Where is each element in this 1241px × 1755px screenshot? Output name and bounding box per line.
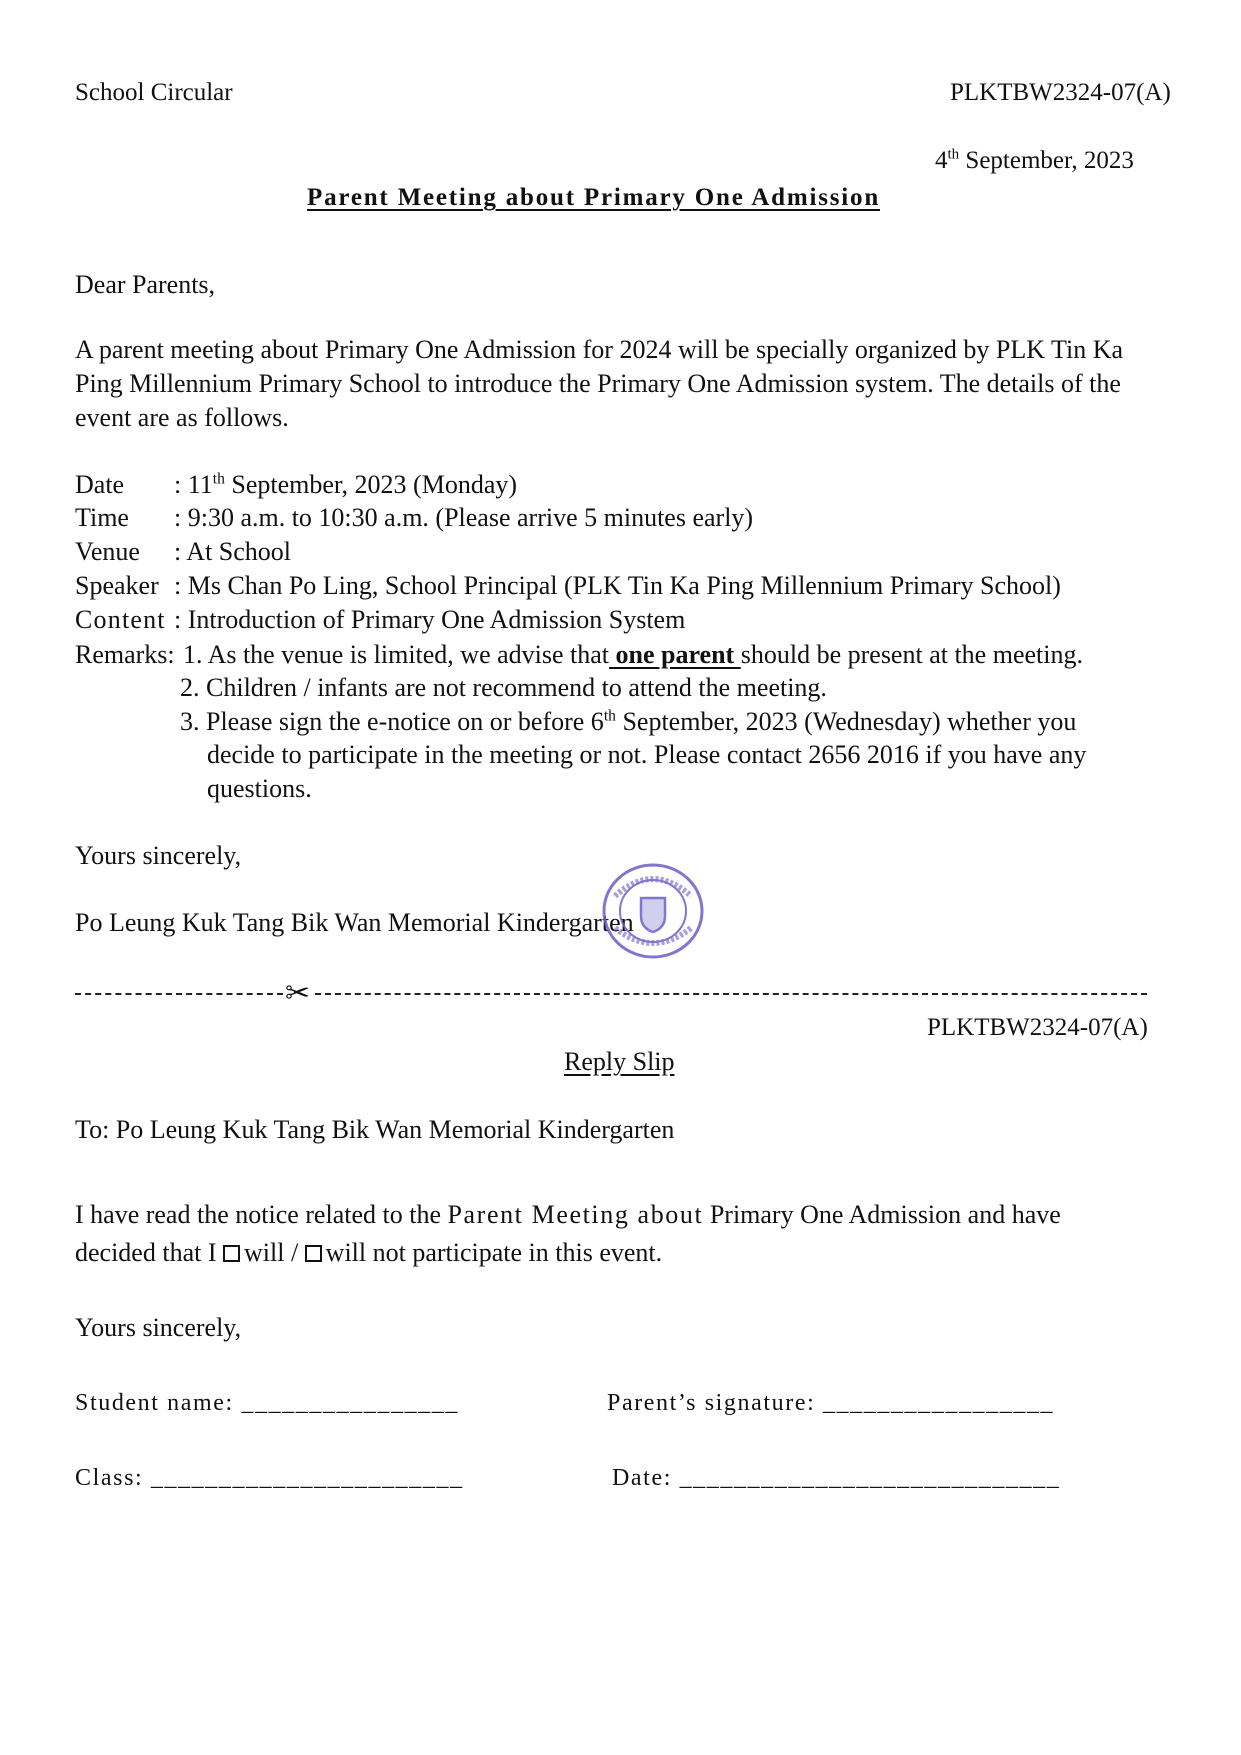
reply-statement-line-1: I have read the notice related to the Parent Meeting about Primary One Admission and have: [75, 1200, 1061, 1229]
cut-line-dash-right: [315, 993, 1147, 995]
circular-label: School Circular: [75, 79, 233, 106]
will-not-option-label: will not participate in this event.: [325, 1238, 663, 1267]
intro-line-3: event are as follows.: [75, 403, 289, 432]
remarks-label: Remarks:: [75, 640, 175, 669]
reply-closing: Yours sincerely,: [75, 1313, 242, 1342]
greeting: Dear Parents,: [75, 270, 216, 299]
reply-recipient: To: Po Leung Kuk Tang Bik Wan Memorial Kindergarten: [75, 1115, 675, 1144]
content-value: : Introduction of Primary One Admission System: [174, 605, 686, 634]
reply-statement-line-2: decided that I will / will not participate in this event.: [75, 1238, 663, 1267]
parent-signature-field[interactable]: Parent’s signature: _________________: [607, 1390, 1055, 1416]
school-seal-stamp-icon: [601, 862, 705, 960]
date-label: Date: [75, 470, 125, 499]
speaker-value: : Ms Chan Po Ling, School Principal (PLK Tin Ka Ping Millennium Primary School): [174, 571, 1061, 600]
reference-code: PLKTBW2324-07(A): [950, 79, 1171, 106]
content-label: Content: [75, 605, 166, 634]
remark-1: 1. As the venue is limited, we advise that one parent should be present at the meeting.: [183, 640, 1083, 669]
remark-3-line-2: decide to participate in the meeting or not. Please contact 2656 2016 if you have any: [207, 740, 1087, 769]
will-checkbox[interactable]: [223, 1245, 240, 1262]
remark-2: 2. Children / infants are not recommend to attend the meeting.: [180, 673, 827, 702]
student-name-field[interactable]: Student name: ________________: [75, 1390, 459, 1416]
issue-date: 4th September, 2023: [935, 146, 1134, 174]
intro-line-1: A parent meeting about Primary One Admission for 2024 will be specially organized by PLK Tin Ka: [75, 335, 1124, 364]
date-value: : 11th September, 2023 (Monday): [174, 470, 518, 499]
class-field[interactable]: Class: _______________________: [75, 1465, 464, 1491]
speaker-label: Speaker: [75, 571, 159, 600]
cut-line: [75, 976, 1147, 1011]
closing: Yours sincerely,: [75, 841, 242, 870]
venue-value: : At School: [174, 537, 292, 566]
will-option-label: will /: [244, 1238, 299, 1267]
remark-3: 3. Please sign the e-notice on or before 6th September, 2023 (Wednesday) whether you: [180, 707, 1077, 736]
remark-3-line-3: questions.: [207, 774, 312, 803]
notice-title: Parent Meeting about Primary One Admission: [307, 184, 881, 211]
scissors-icon: ✂: [285, 976, 311, 1011]
time-value: : 9:30 a.m. to 10:30 a.m. (Please arrive 5 minutes early): [174, 503, 754, 532]
time-label: Time: [75, 503, 129, 532]
reply-reference-code: PLKTBW2324-07(A): [927, 1014, 1148, 1041]
will-not-checkbox[interactable]: [305, 1245, 322, 1262]
signatory: Po Leung Kuk Tang Bik Wan Memorial Kindergarten: [75, 908, 634, 937]
reply-slip-title: Reply Slip: [564, 1047, 675, 1076]
cut-line-dash-left: [75, 993, 283, 995]
venue-label: Venue: [75, 537, 140, 566]
intro-line-2: Ping Millennium Primary School to introduce the Primary One Admission system. The details of the: [75, 369, 1121, 398]
date-field[interactable]: Date: ____________________________: [612, 1465, 1061, 1491]
